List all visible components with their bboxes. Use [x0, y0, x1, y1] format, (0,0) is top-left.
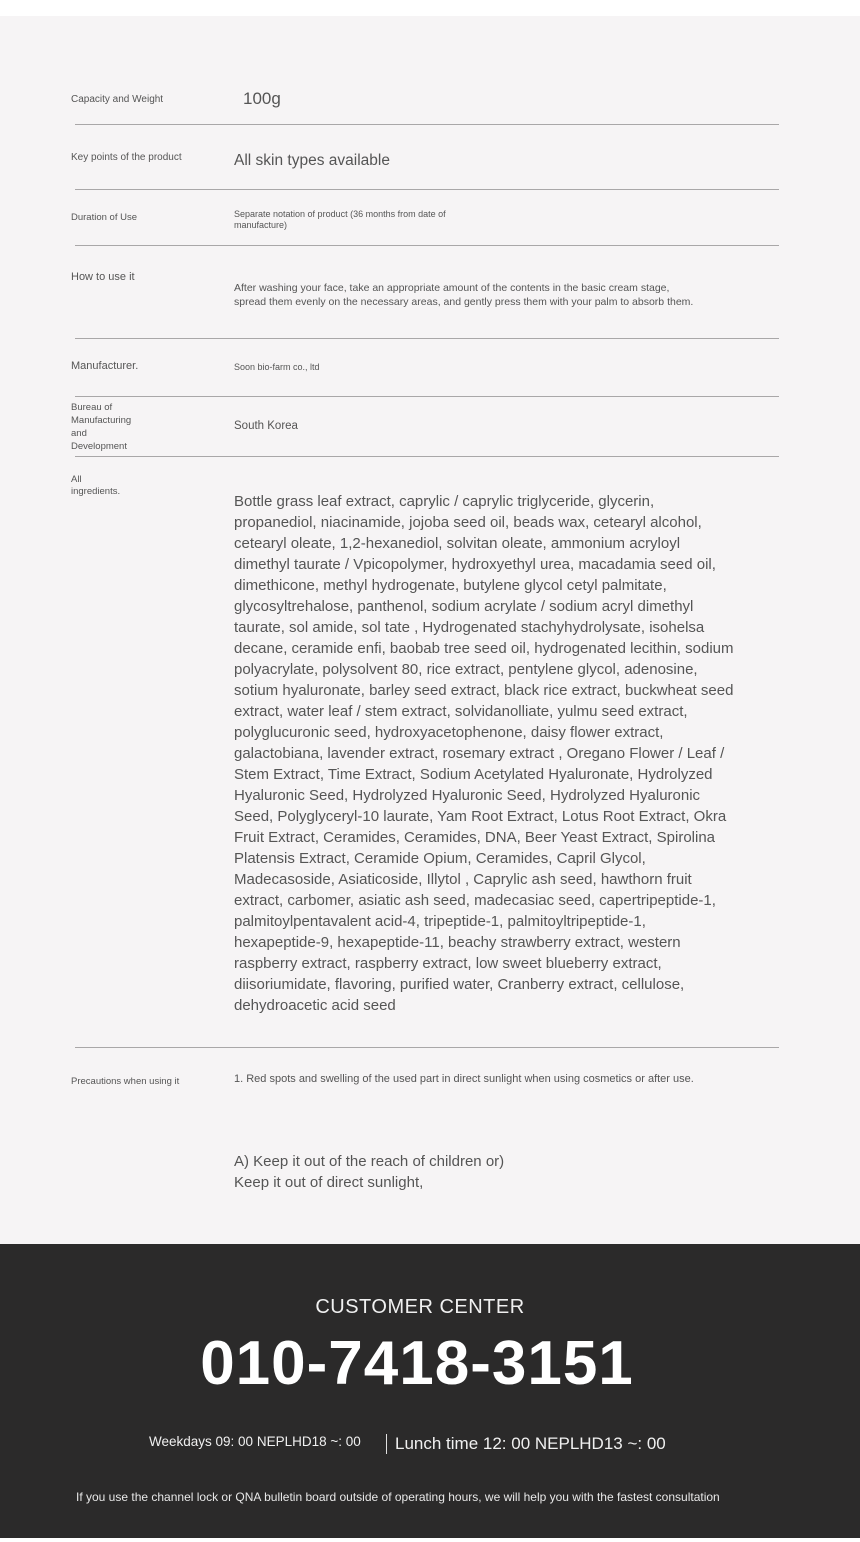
howto-label: How to use it — [71, 271, 135, 283]
ingredients-line: Seed, Polyglyceryl-10 laurate, Yam Root Extract, Lotus Root Extract, Okra — [234, 808, 727, 825]
customer-center-phone[interactable]: 010-7418-3151 — [200, 1329, 634, 1398]
ingredients-line: sotium hyaluronate, barley seed extract, black rice extract, buckwheat seed — [234, 682, 734, 699]
ingredients-line: glycosyltrehalose, panthenol, sodium acrylate / sodium acryl dimethyl — [234, 598, 694, 615]
ingredients-label-line: All — [71, 474, 82, 485]
ingredients-line: palmitoylpentavalent acid-4, tripeptide-1, palmitoyltripeptide-1, — [234, 913, 646, 930]
precautions-item: 1. Red spots and swelling of the used part in direct sunlight when using cosmetics or after use. — [234, 1073, 694, 1085]
customer-center-title: CUSTOMER CENTER — [315, 1296, 525, 1318]
divider — [75, 245, 779, 246]
ingredients-line: diisoriumidate, flavoring, purified water, Cranberry extract, cellulose, — [234, 976, 685, 993]
divider — [75, 396, 779, 397]
bureau-label-line: and — [71, 428, 87, 439]
bureau-value: South Korea — [234, 420, 298, 432]
manufacturer-label: Manufacturer. — [71, 360, 139, 372]
duration-value-line: Separate notation of product (36 months from date of — [234, 209, 446, 219]
hours-separator — [386, 1434, 387, 1454]
duration-label: Duration of Use — [71, 212, 138, 223]
ingredients-line: dimethyl taurate / Vpicopolymer, hydroxyethyl urea, macadamia seed oil, — [234, 556, 716, 573]
ingredients-line: extract, water leaf / stem extract, solvidanolliate, yulmu seed extract, — [234, 703, 688, 720]
bureau-label-line: Manufacturing — [71, 415, 132, 426]
divider — [75, 338, 779, 339]
ingredients-line: polyglucuronic seed, hydroxyacetophenone, daisy flower extract, — [234, 724, 664, 741]
keypoints-label: Key points of the product — [71, 152, 182, 163]
duration-value — [234, 209, 446, 231]
howto-value — [234, 281, 693, 309]
customer-center-footer — [0, 1244, 860, 1538]
capacity-value: 100g — [243, 89, 281, 108]
ingredients-label-line: ingredients. — [71, 486, 121, 497]
ingredients-line: raspberry extract, raspberry extract, low sweet blueberry extract, — [234, 955, 662, 972]
footer-note: If you use the channel lock or QNA bulletin board outside of operating hours, we will help you with the fastest consultation — [76, 1490, 720, 1504]
weekday-hours: Weekdays 09: 00 NEPLHD18 ~: 00 — [149, 1434, 361, 1449]
ingredients-line: decane, ceramide enfi, baobab tree seed oil, hydrogenated lecithin, sodium — [234, 640, 734, 657]
bureau-label-line: Bureau of — [71, 402, 113, 413]
ingredients-line: taurate, sol amide, sol tate , Hydrogenated stachyhydrolysate, isohelsa — [234, 619, 705, 636]
duration-value-line: manufacture) — [234, 220, 288, 230]
ingredients-line: Bottle grass leaf extract, caprylic / caprylic triglyceride, glycerin, — [234, 493, 655, 510]
storage-line: Keep it out of direct sunlight, — [234, 1174, 424, 1191]
ingredients-line: Fruit Extract, Ceramides, Ceramides, DNA, Beer Yeast Extract, Spirolina — [234, 829, 716, 846]
ingredients-line: dehydroacetic acid seed — [234, 997, 396, 1014]
ingredients-line: cetearyl oleate, 1,2-hexanediol, solvitan oleate, ammonium acryloyl — [234, 535, 681, 552]
ingredients-line: polyacrylate, polysolvent 80, rice extract, pentylene glycol, adenosine, — [234, 661, 698, 678]
divider — [75, 456, 779, 457]
ingredients-label — [71, 474, 120, 498]
manufacturer-value: Soon bio-farm co., ltd — [234, 362, 320, 372]
howto-value-line: spread them evenly on the necessary areas, and gently press them with your palm to absorb them. — [234, 296, 694, 308]
bureau-label-line: Development — [71, 441, 127, 452]
storage-instructions — [234, 1151, 504, 1193]
ingredients-line: extract, carbomer, asiatic ash seed, madecasiac seed, capertripeptide-1, — [234, 892, 716, 909]
storage-line: A) Keep it out of the reach of children or) — [234, 1153, 505, 1170]
ingredients-line: Platensis Extract, Ceramide Opium, Ceramides, Capril Glycol, — [234, 850, 646, 867]
keypoints-value: All skin types available — [234, 152, 390, 169]
precautions-label: Precautions when using it — [71, 1076, 180, 1087]
ingredients-line: dimethicone, methyl hydrogenate, butylene glycol cetyl palmitate, — [234, 577, 667, 594]
ingredients-line: Madecasoside, Asiaticoside, Illytol , Caprylic ash seed, hawthorn fruit — [234, 871, 692, 888]
ingredients-line: hexapeptide-9, hexapeptide-11, beachy strawberry extract, western — [234, 934, 681, 951]
ingredients-line: Stem Extract, Time Extract, Sodium Acetylated Hyaluronate, Hydrolyzed — [234, 766, 713, 783]
divider — [75, 124, 779, 125]
ingredients-line: galactobiana, lavender extract, rosemary extract , Oregano Flower / Leaf / — [234, 745, 725, 762]
ingredients-line: Hyaluronic Seed, Hydrolyzed Hyaluronic Seed, Hydrolyzed Hyaluronic — [234, 787, 701, 804]
ingredients-line: propanediol, niacinamide, jojoba seed oil, beads wax, cetearyl alcohol, — [234, 514, 702, 531]
divider — [75, 1047, 779, 1048]
lunch-hours: Lunch time 12: 00 NEPLHD13 ~: 00 — [395, 1434, 666, 1453]
capacity-label: Capacity and Weight — [71, 94, 164, 105]
divider — [75, 189, 779, 190]
bureau-label — [71, 401, 131, 453]
ingredients-list — [234, 491, 754, 1016]
howto-value-line: After washing your face, take an appropriate amount of the contents in the basic cream stage, — [234, 282, 670, 294]
